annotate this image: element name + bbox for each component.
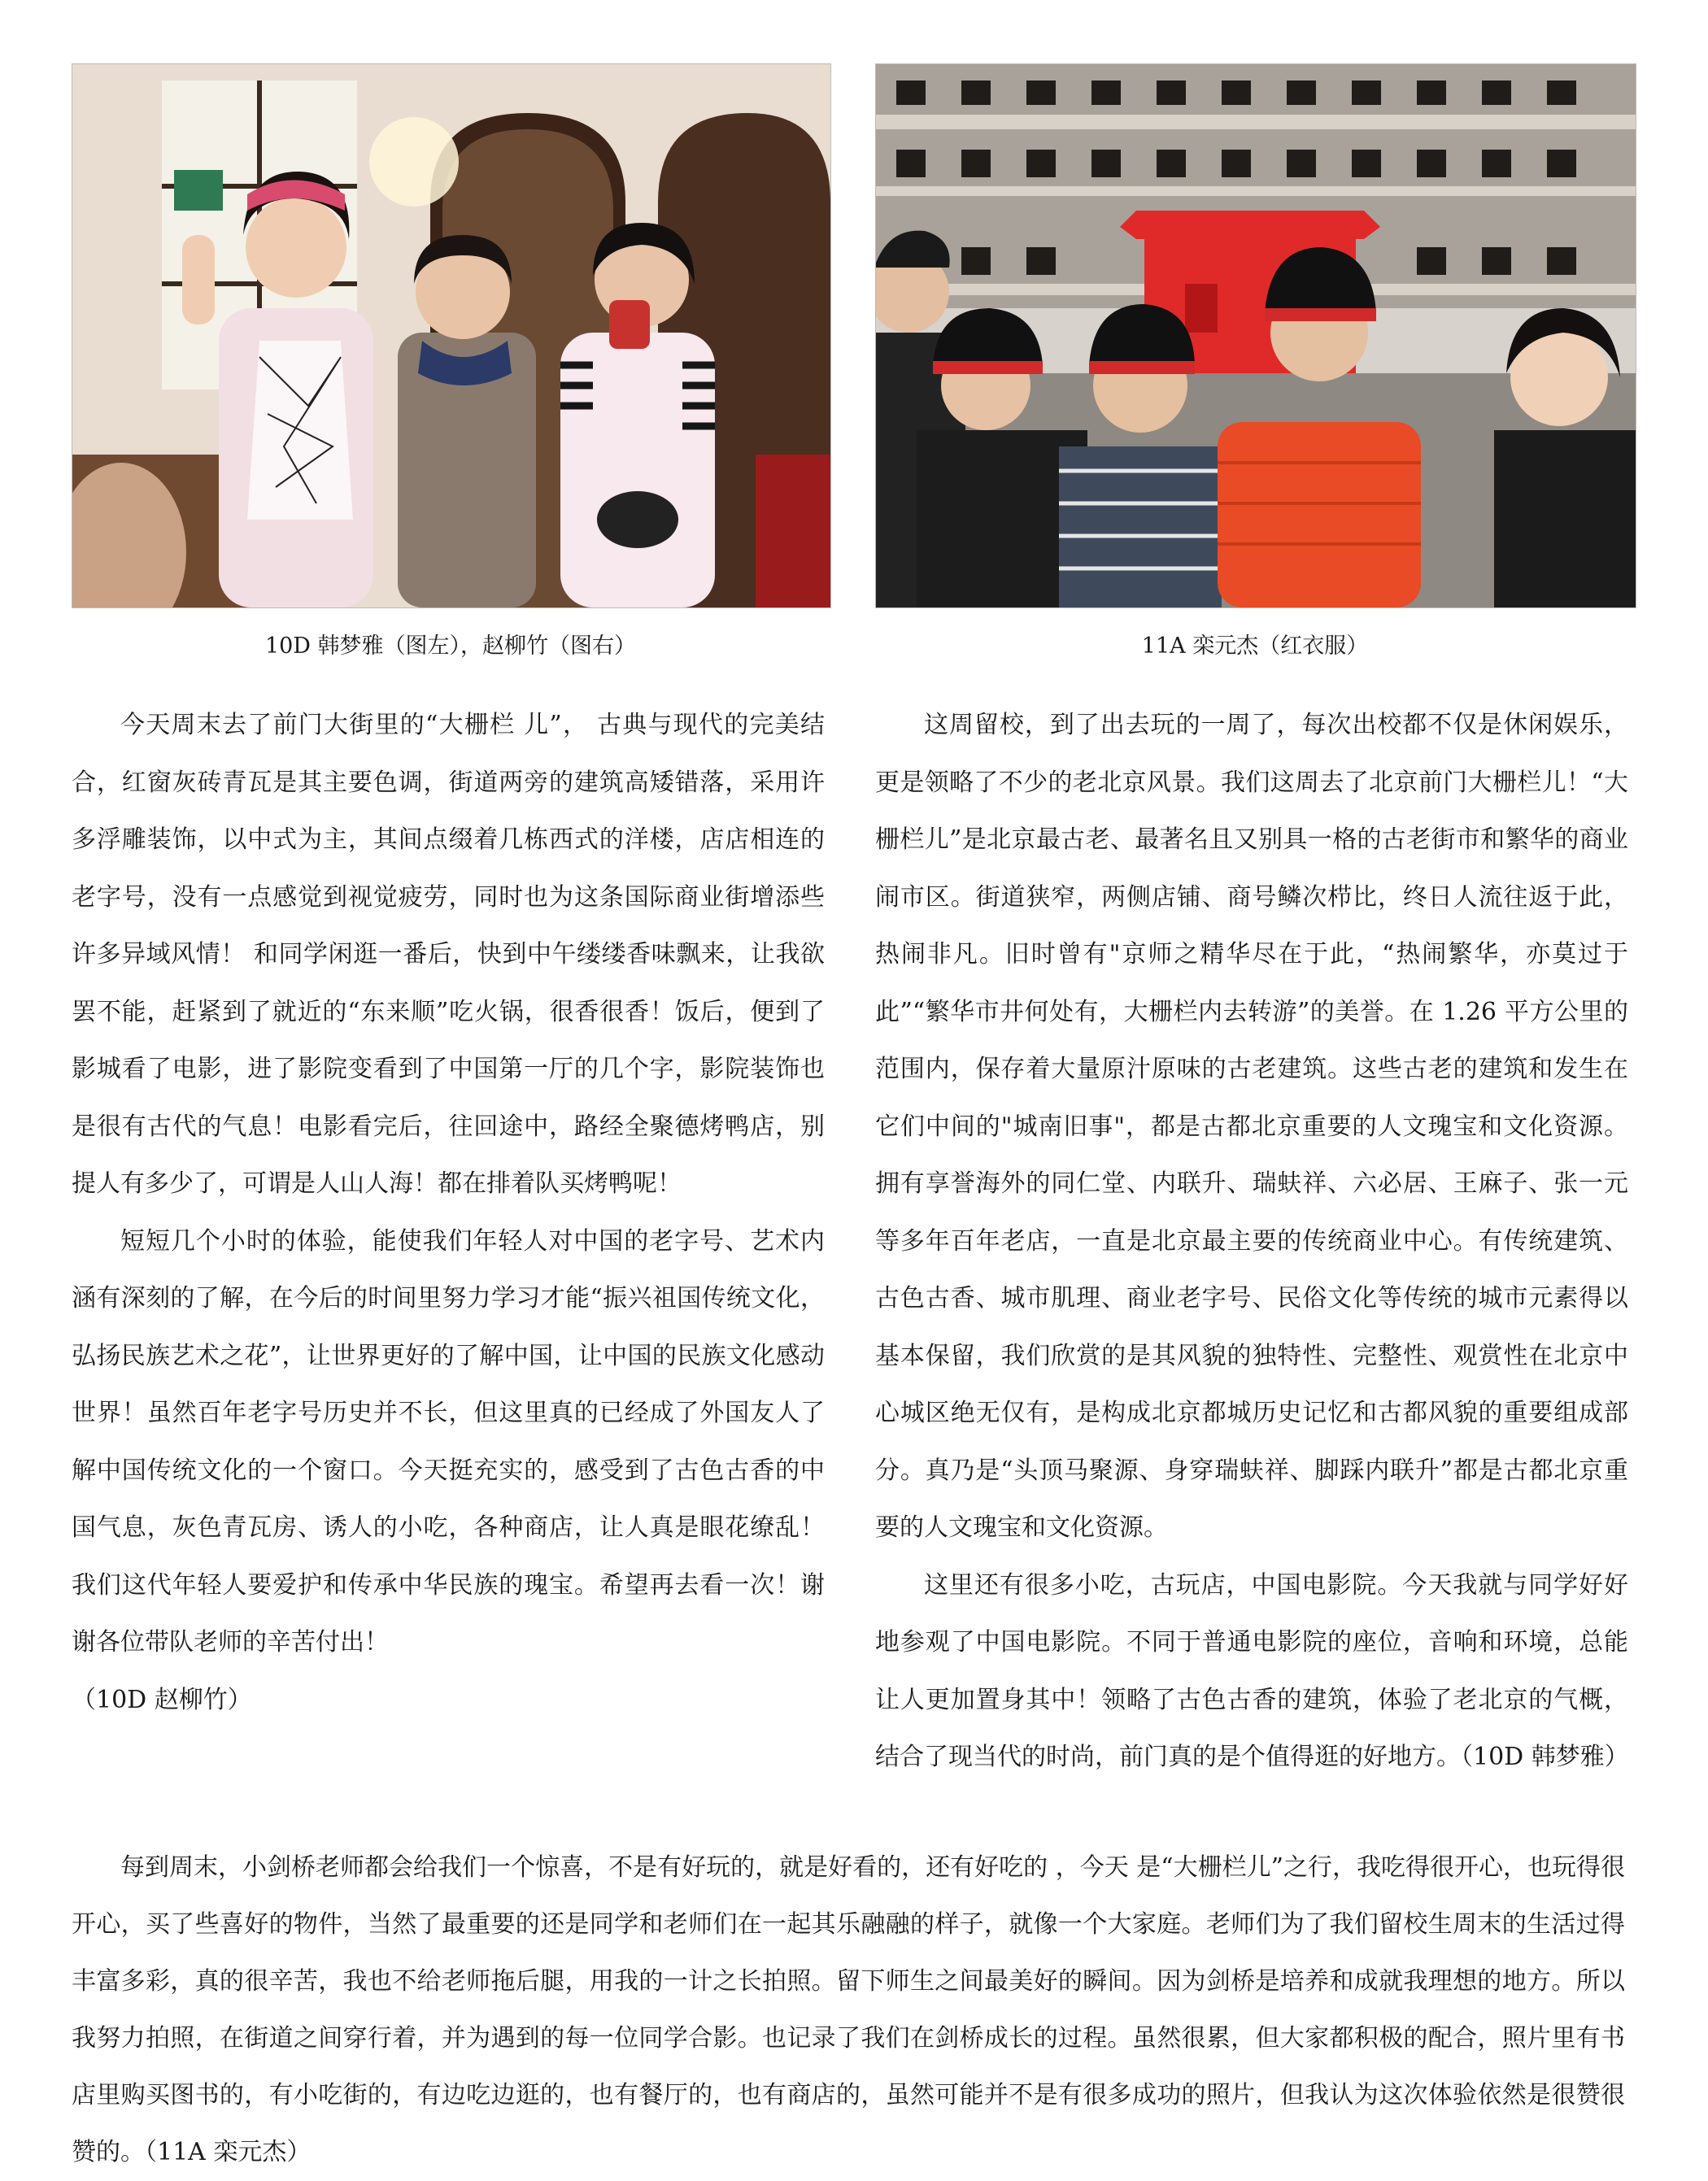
left-article-paragraph: 短短几个小时的体验，能使我们年轻人对中国的老字号、艺术内涵有深刻的了解，在今后的时间里努力学习才能“振兴祖国传统文化，弘扬民族艺术之花”，让世界更好的了解中国，让中国的民族文化感动世界！虽然百年老字号历史并不长，但这里真的已经成了外国友人了解中国传统文化的一个窗口。今天挺充实的，感受到了古色古香的中国气息，灰色青瓦房、诱人的小吃，各种商店，让人真是眼花缭乱！我们这代年轻人要爱护和传承中华民族的瑰宝。希望再去看一次！谢谢各位带队老师的辛苦付出！ bbox=[72, 1226, 825, 1656]
right-article bbox=[875, 697, 1628, 1787]
right-article-paragraph: 这里还有很多小吃，古玩店，中国电影院。今天我就与同学好好地参观了中国电影院。不同于普通电影院的座位，音响和环境，总能让人更加置身其中！领略了古色古香的建筑，体验了老北京的气概，结合了现当代的时尚，前门真的是个值得逛的好地方。（10D 韩梦雅） bbox=[875, 1570, 1629, 1771]
photo-girls-cafe bbox=[72, 63, 831, 608]
left-article-signature: （10D 赵柳竹） bbox=[72, 1685, 252, 1714]
left-article bbox=[72, 697, 825, 1729]
photo-caption-right: 11A 栾元杰（红衣服） bbox=[1141, 633, 1369, 659]
left-article-paragraph: 今天周末去了前门大街里的“大栅栏 儿”， 古典与现代的完美结合，红窗灰砖青瓦是其主要色调，街道两旁的建筑高矮错落，采用许多浮雕装饰，以中式为主，其间点缀着几栋西式的洋楼，店店相连的老字号，没有一点感觉到视觉疲劳，同时也为这条国际商业街增添些许多异域风情！ 和同学闲逛一番后，快到中午缕缕香味飘来，让我欲罢不能，赶紧到了就近的“东来顺”吃火锅，很香很香！饭后，便到了影城看了电影，进了影院变看到了中国第一厅的几个字，影院装饰也是很有古代的气息！电影看完后，往回途中，路经全聚德烤鸭店，别提人有多少了，可谓是人山人海！都在排着队买烤鸭呢！ bbox=[72, 711, 825, 1198]
photo-students-gate bbox=[875, 63, 1636, 608]
bottom-article bbox=[72, 1839, 1625, 2181]
photo-caption-left: 10D 韩梦雅（图左），赵柳竹（图右） bbox=[264, 633, 637, 659]
bottom-article-paragraph: 每到周末，小剑桥老师都会给我们一个惊喜，不是有好玩的，就是好看的，还有好吃的 ，今天 是“大栅栏儿”之行，我吃得很开心，也玩得很开心，买了些喜好的物件，当然了最重要的还是同学和老师们在一起其乐融融的样子，就像一个大家庭。老师们为了我们留校生周末的生活过得丰富多彩，真的很辛苦，我也不给老师拖后腿，用我的一计之长拍照。留下师生之间最美好的瞬间。因为剑桥是培养和成就我理想的地方。所以我努力拍照，在街道之间穿行着，并为遇到的每一位同学合影。也记录了我们在剑桥成长的过程。虽然很累，但大家都积极的配合，照片里有书店里购买图书的，有小吃街的，有边吃边逛的，也有餐厅的，也有商店的，虽然可能并不是有很多成功的照片，但我认为这次体验依然是很赞很赞的。（11A 栾元杰） bbox=[72, 1853, 1625, 2166]
right-article-paragraph: 这周留校，到了出去玩的一周了，每次出校都不仅是休闲娱乐，更是领略了不少的老北京风景。我们这周去了北京前门大栅栏儿！“大栅栏儿”是北京最古老、最著名且又别具一格的古老街市和繁华的商业闹市区。街道狭窄，两侧店铺、商号鳞次栉比，终日人流往返于此，热闹非凡。旧时曾有"京师之精华尽在于此，“热闹繁华，亦莫过于此”“繁华市井何处有，大栅栏内去转游”的美誉。在 1.26 平方公里的范围内，保存着大量原汁原味的古老建筑。这些古老的建筑和发生在它们中间的"城南旧事"，都是古都北京重要的人文瑰宝和文化资源。拥有享誉海外的同仁堂、内联升、瑞蚨祥、六必居、王麻子、张一元等多年百年老店，一直是北京最主要的传统商业中心。有传统建筑、古色古香、城市肌理、商业老字号、民俗文化等传统的城市元素得以基本保留，我们欣赏的是其风貌的独特性、完整性、观赏性在北京中心城区绝无仅有，是构成北京都城历史记忆和古都风貌的重要组成部分。真乃是“头顶马聚源、身穿瑞蚨祥、脚踩内联升”都是古都北京重要的人文瑰宝和文化资源。 bbox=[875, 711, 1628, 1542]
